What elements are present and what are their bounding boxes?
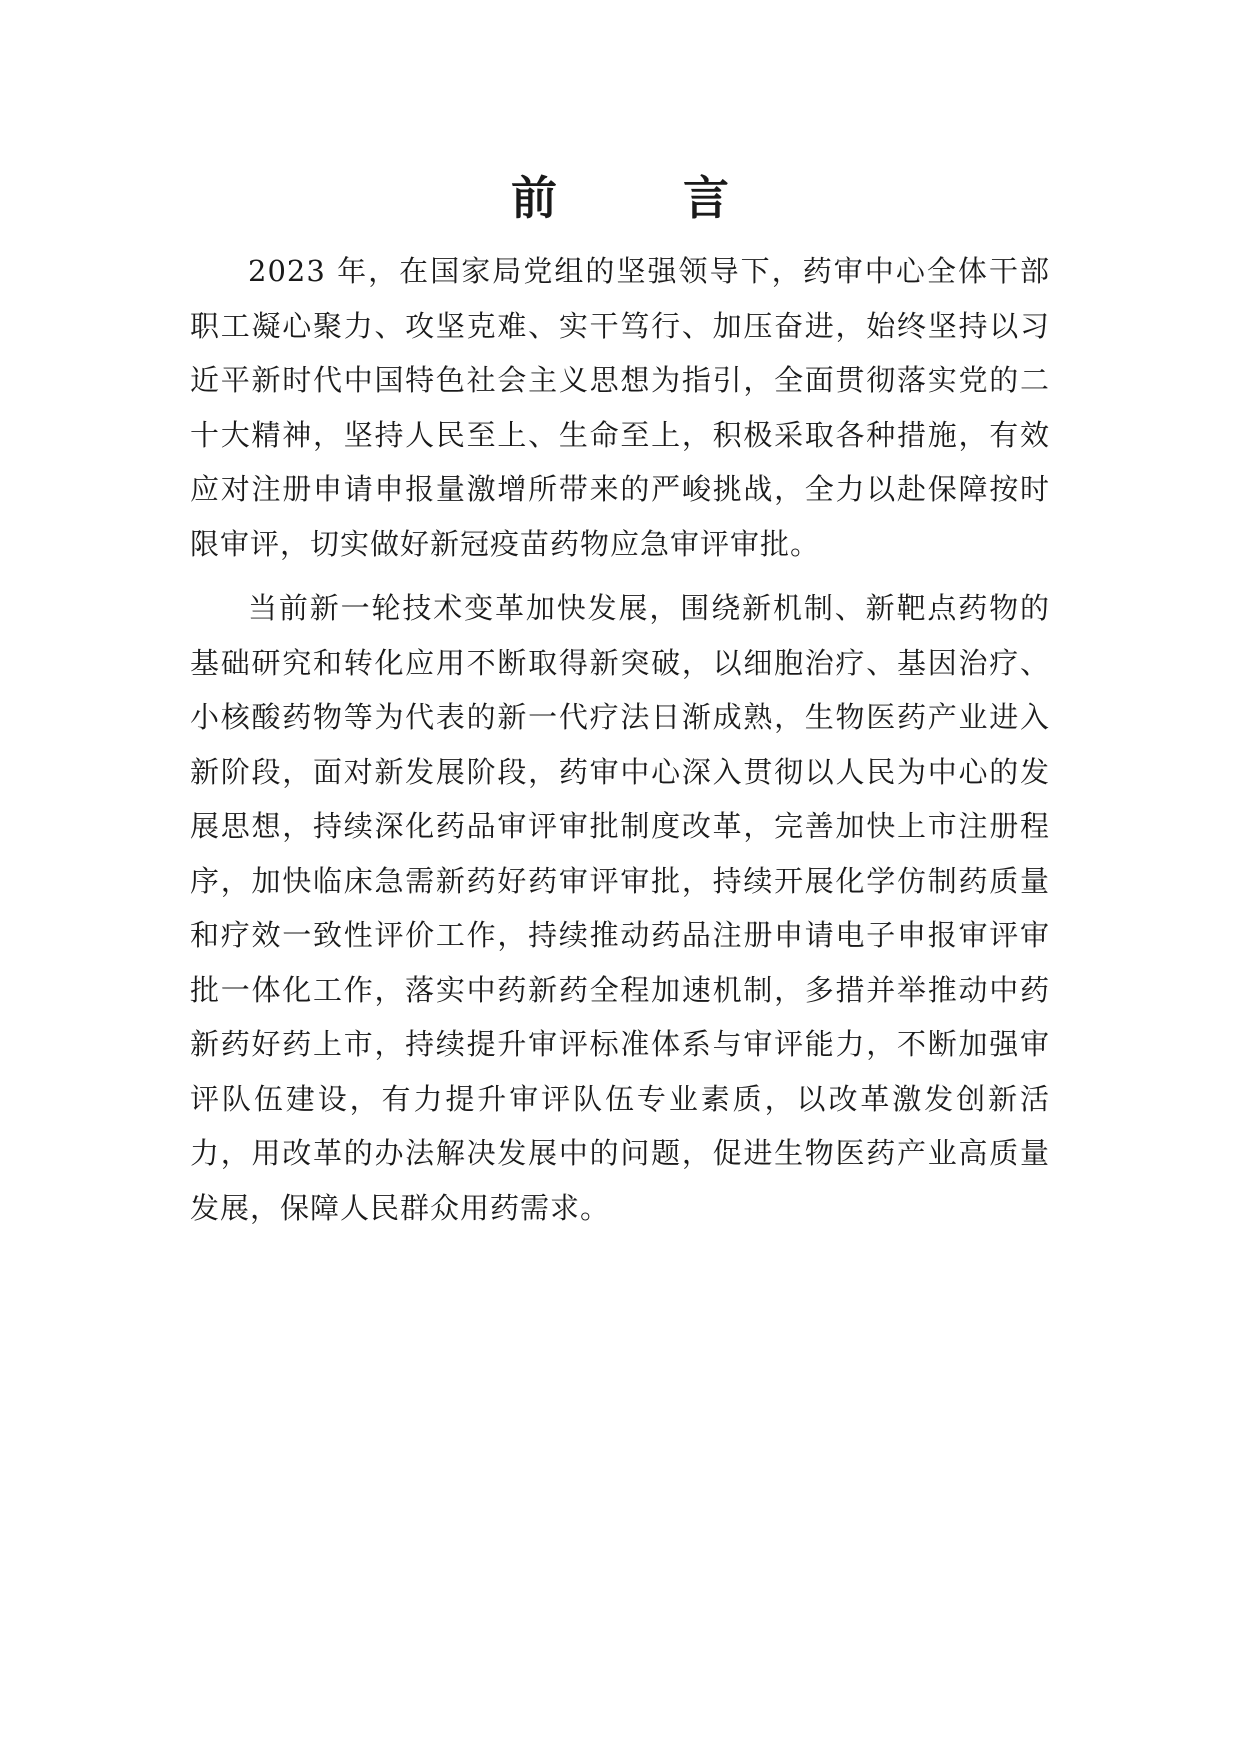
document-body bbox=[190, 244, 1050, 1245]
paragraph-1: 2023 年，在国家局党组的坚强领导下，药审中心全体干部职工凝心聚力、攻坚克难、实干笃行、加压奋进，始终坚持以习近平新时代中国特色社会主义思想为指引，全面贯彻落实党的二十大精神，坚持人民至上、生命至上，积极采取各种措施，有效应对注册申请申报量激增所带来的严峻挑战，全力以赴保障按时限审评，切实做好新冠疫苗药物应急审评审批。 bbox=[190, 254, 1050, 561]
page-title: 前 言 bbox=[511, 171, 769, 225]
paragraph-2: 当前新一轮技术变革加快发展，围绕新机制、新靶点药物的基础研究和转化应用不断取得新突破，以细胞治疗、基因治疗、小核酸药物等为代表的新一代疗法日渐成熟，生物医药产业进入新阶段，面对新发展阶段，药审中心深入贯彻以人民为中心的发展思想，持续深化药品审评审批制度改革，完善加快上市注册程序，加快临床急需新药好药审评审批，持续开展化学仿制药质量和疗效一致性评价工作，持续推动药品注册申请电子申报审评审批一体化工作，落实中药新药全程加速机制，多措并举推动中药新药好药上市，持续提升审评标准体系与审评能力，不断加强审评队伍建设，有力提升审评队伍专业素质，以改革激发创新活力，用改革的办法解决发展中的问题，促进生物医药产业高质量发展，保障人民群众用药需求。 bbox=[190, 591, 1050, 1225]
